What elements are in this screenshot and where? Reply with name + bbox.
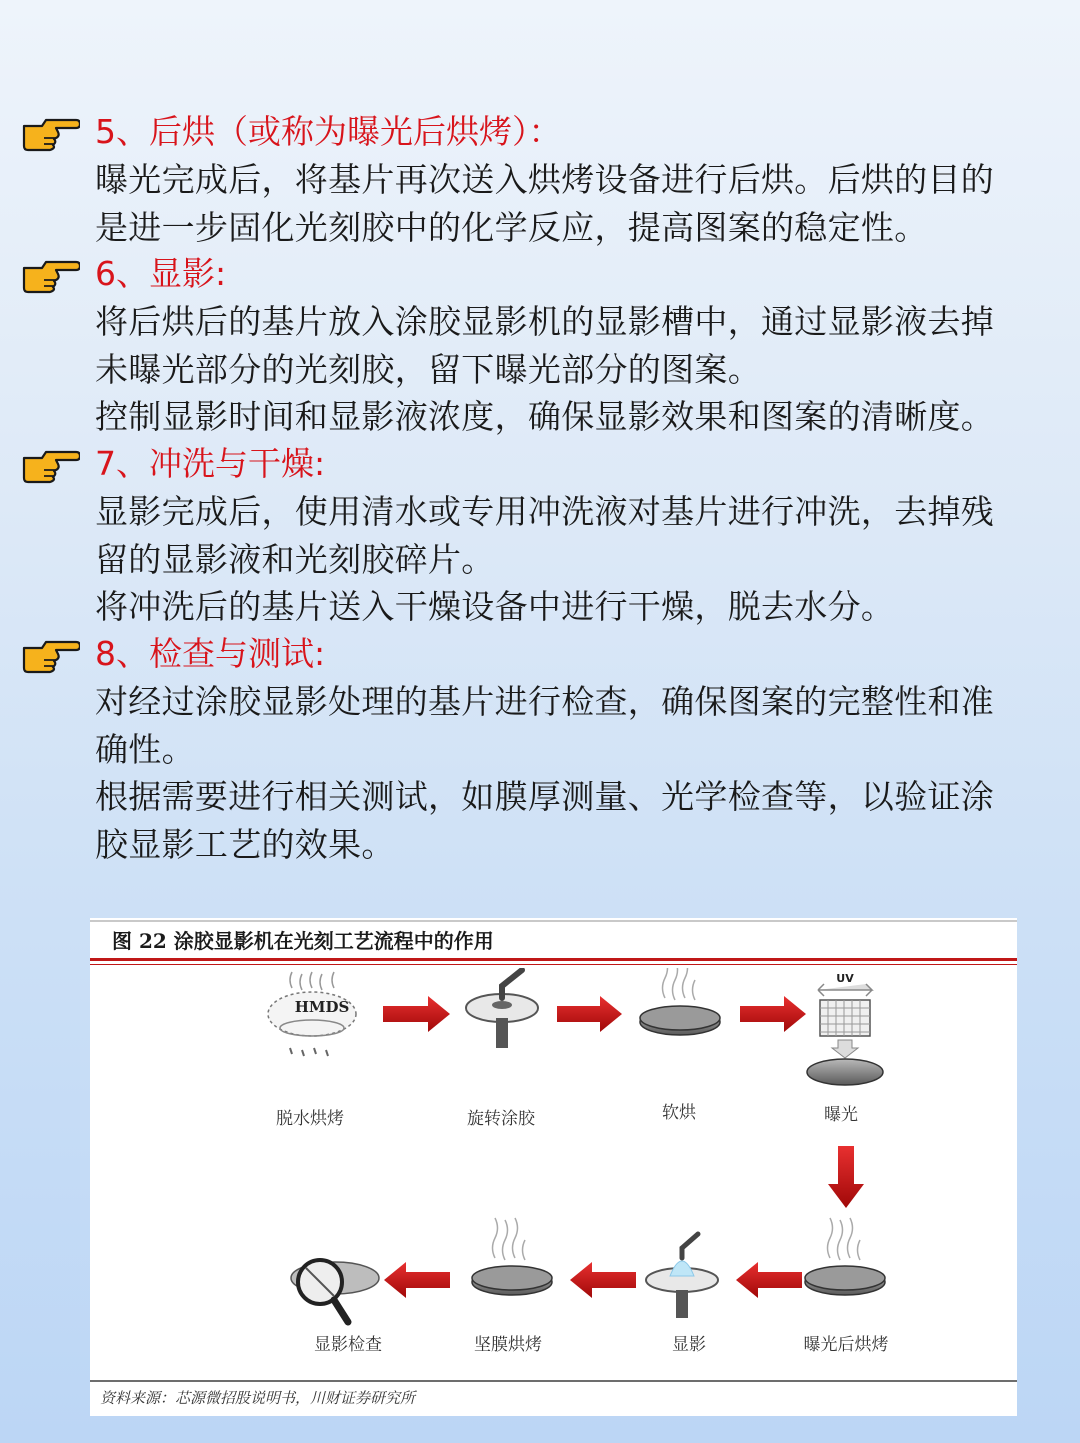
heading-text: 5、后烘（或称为曝光后烘烤）： xyxy=(95,112,562,151)
step-label-develop-inspection: 显影检查 xyxy=(314,1335,382,1355)
divider xyxy=(90,958,1017,961)
uv-label: UV xyxy=(836,972,854,985)
body-line: 确性。 xyxy=(95,729,195,769)
body-line: 根据需要进行相关测试，如膜厚测量、光学检查等，以验证涂 xyxy=(95,777,995,816)
heading-text: 6、显影: xyxy=(95,254,227,293)
section-heading xyxy=(0,630,1080,678)
body-line: 将冲洗后的基片送入干燥设备中进行干燥，脱去水分。 xyxy=(95,587,895,626)
section-rinse-dry xyxy=(0,440,1080,631)
body-line: 将后烘后的基片放入涂胶显影机的显影槽中，通过显影液去掉 xyxy=(95,302,995,341)
process-figure xyxy=(90,918,1017,1416)
body-line: 对经过涂胶显影处理的基片进行检查，确保图案的完整性和准 xyxy=(95,682,995,721)
pointing-hand-icon xyxy=(20,634,80,674)
hard-bake-icon xyxy=(472,1218,552,1295)
section-inspect-test xyxy=(0,630,1080,868)
step-label-soft-bake: 软烘 xyxy=(662,1103,696,1123)
hmds-label: HMDS xyxy=(294,998,350,1016)
body-line: 胶显影工艺的效果。 xyxy=(95,824,395,864)
heading-text: 8、检查与测试: xyxy=(95,634,326,673)
section-heading xyxy=(0,250,1080,298)
left-arrow-3 xyxy=(384,1262,450,1298)
divider xyxy=(90,920,1017,922)
right-arrow-2 xyxy=(557,996,622,1032)
body-line: 是进一步固化光刻胶中的化学反应，提高图案的稳定性。 xyxy=(95,207,928,247)
divider xyxy=(90,1380,1017,1382)
left-arrow-2 xyxy=(570,1262,636,1298)
step-label-develop: 显影 xyxy=(672,1335,706,1355)
step-label-dehydration-bake: 脱水烘烤 xyxy=(276,1109,344,1129)
pointing-hand-icon xyxy=(20,254,80,294)
section-post-bake xyxy=(0,108,1080,251)
pointing-hand-icon xyxy=(20,444,80,484)
develop-icon xyxy=(646,1234,718,1318)
step-label-spin-coat: 旋转涂胶 xyxy=(467,1109,535,1129)
inspection-icon xyxy=(291,1260,379,1322)
step-label-post-exposure-bake: 曝光后烘烤 xyxy=(803,1335,889,1355)
step-label-hard-bake: 坚膜烘烤 xyxy=(474,1335,542,1355)
body-line: 曝光完成后，将基片再次送入烘烤设备进行后烘。后烘的目的 xyxy=(95,160,995,199)
soft-bake-icon xyxy=(640,968,720,1035)
post-exposure-bake-icon xyxy=(805,1218,885,1295)
down-arrow xyxy=(828,1146,864,1208)
pointing-hand-icon xyxy=(20,112,80,152)
spin-coat-icon xyxy=(466,970,538,1048)
section-heading xyxy=(0,440,1080,488)
body-line: 控制显影时间和显影液浓度，确保显影效果和图案的清晰度。 xyxy=(95,397,995,436)
section-develop xyxy=(0,250,1080,441)
section-heading xyxy=(0,108,1080,156)
left-arrow-1 xyxy=(736,1262,802,1298)
figure-title: 图 22 涂胶显影机在光刻工艺流程中的作用 xyxy=(112,929,494,953)
figure-source: 资料来源：芯源微招股说明书，川财证券研究所 xyxy=(100,1389,416,1407)
divider xyxy=(90,964,1017,965)
process-flow-diagram xyxy=(90,968,1017,1378)
dehydration-bake-icon xyxy=(268,972,356,1056)
right-arrow-3 xyxy=(740,996,806,1032)
right-arrow-1 xyxy=(383,996,450,1032)
heading-text: 7、冲洗与干燥: xyxy=(95,444,326,483)
exposure-icon xyxy=(807,972,883,1085)
body-line: 显影完成后，使用清水或专用冲洗液对基片进行冲洗，去掉残 xyxy=(95,492,995,531)
body-line: 未曝光部分的光刻胶，留下曝光部分的图案。 xyxy=(95,349,761,389)
body-line: 留的显影液和光刻胶碎片。 xyxy=(95,539,495,579)
step-label-exposure: 曝光 xyxy=(824,1105,858,1125)
